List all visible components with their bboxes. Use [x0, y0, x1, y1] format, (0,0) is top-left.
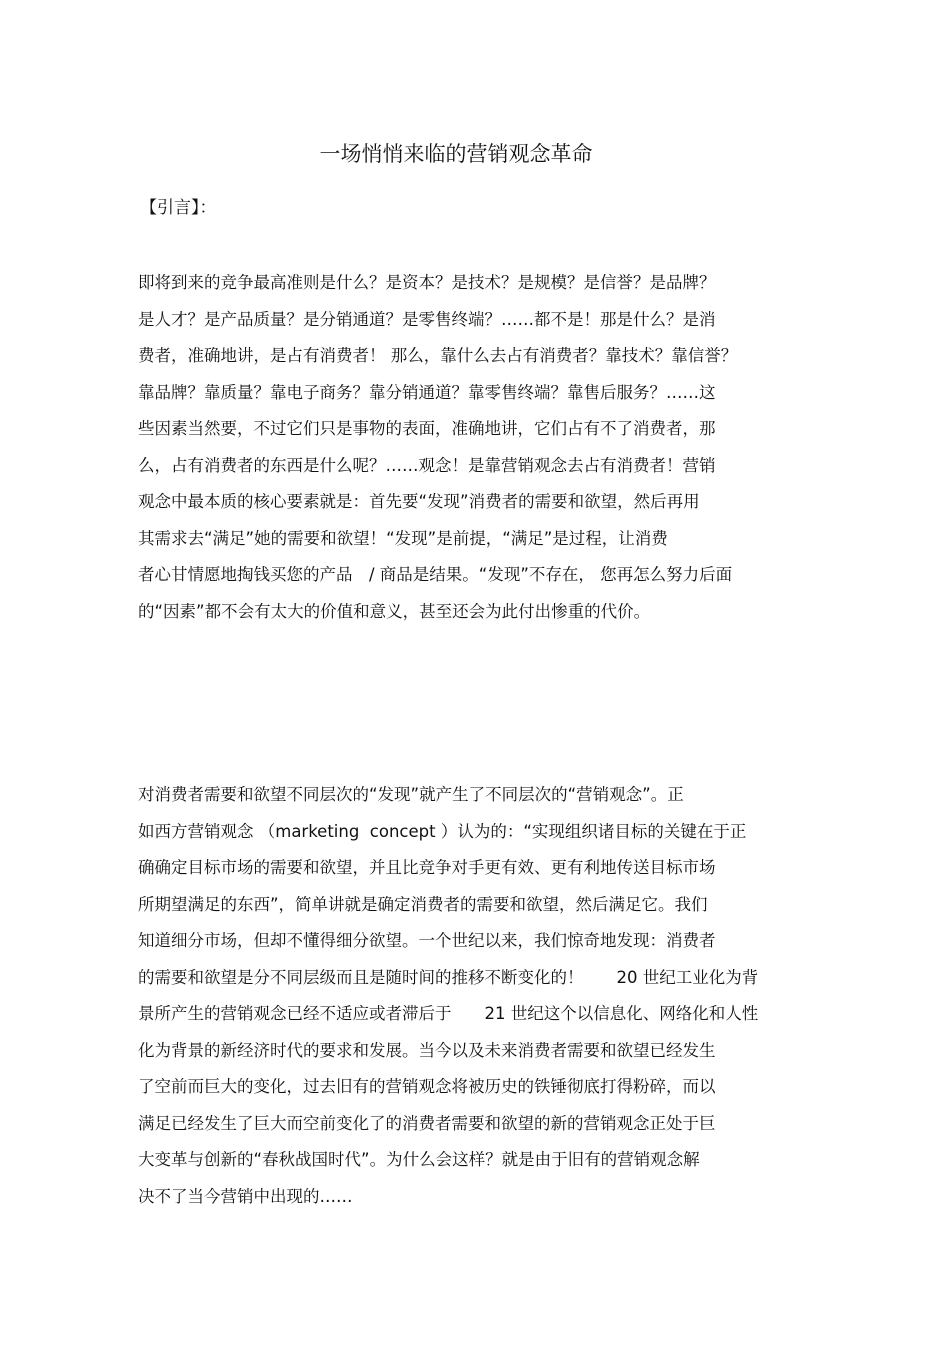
body-paragraph	[138, 777, 838, 1215]
paragraph-line: 观念中最本质的核心要素就是：首先要“发现”消费者的需要和欲望，然后再用	[138, 492, 700, 511]
paragraph-line: 满足已经发生了巨大而空前变化了的消费者需要和欲望的新的营销观念正处于巨	[138, 1113, 716, 1133]
paragraph-line: 的需要和欲望是分不同层级而且是随时间的推移不断变化的！ 20 世纪工业化为背	[138, 967, 759, 987]
document-title: 一场悄悄来临的营销观念革命	[319, 142, 593, 166]
intro-label: 【引言】：	[140, 198, 217, 218]
paragraph-line: 其需求去“满足”她的需要和欲望！“发现”是前提，“满足”是过程，让消费	[138, 528, 668, 548]
paragraph-line: 确确定目标市场的需要和欲望，并且比竞争对手更有效、更有利地传送目标市场	[138, 858, 716, 877]
paragraph-line: 即将到来的竞争最高准则是什么？是资本？是技术？是规模？是信誉？是品牌？	[138, 273, 716, 292]
paragraph-line: 对消费者需要和欲望不同层次的“发现”就产生了不同层次的“营销观念”。正	[138, 785, 684, 804]
paragraph-line: 决不了当今营销中出现的……	[138, 1186, 353, 1206]
paragraph-line: 是人才？是产品质量？是分销通道？是零售终端？……都不是！那是什么？是消	[138, 309, 716, 329]
paragraph-line: 景所产生的营销观念已经不适应或者滞后于 21 世纪这个以信息化、网络化和人性	[138, 1004, 759, 1023]
paragraph-line: 化为背景的新经济时代的要求和发展。当今以及未来消费者需要和欲望已经发生	[138, 1040, 716, 1060]
intro-paragraph	[138, 265, 838, 630]
paragraph-line: 的“因素”都不会有太大的价值和意义，甚至还会为此付出惨重的代价。	[138, 601, 651, 621]
paragraph-line: 者心甘情愿地掏钱买您的产品 / 商品是结果。“发现”不存在， 您再怎么努力后面	[138, 565, 733, 584]
paragraph-line: 所期望满足的东西”，简单讲就是确定消费者的需要和欲望，然后满足它。我们	[138, 894, 708, 914]
paragraph-line: 了空前而巨大的变化，过去旧有的营销观念将被历史的铁锤彻底打得粉碎，而以	[138, 1077, 716, 1096]
paragraph-line: 费者，准确地讲，是占有消费者！ 那么，靠什么去占有消费者？靠技术？靠信誉？	[138, 346, 738, 365]
paragraph-line: 么，占有消费者的东西是什么呢？……观念！是靠营销观念去占有消费者！营销	[138, 455, 716, 475]
paragraph-line: 如西方营销观念 （marketing concept ）认为的：“实现组织诸目标的关键在于正	[138, 821, 747, 841]
paragraph-line: 靠品牌？靠质量？靠电子商务？靠分销通道？靠零售终端？靠售后服务？……这	[138, 382, 716, 402]
paragraph-line: 大变革与创新的“春秋战国时代”。为什么会这样？就是由于旧有的营销观念解	[138, 1150, 700, 1169]
paragraph-line: 知道细分市场，但却不懂得细分欲望。一个世纪以来，我们惊奇地发现：消费者	[138, 931, 716, 950]
paragraph-line: 些因素当然要，不过它们只是事物的表面，准确地讲，它们占有不了消费者，那	[138, 419, 716, 438]
